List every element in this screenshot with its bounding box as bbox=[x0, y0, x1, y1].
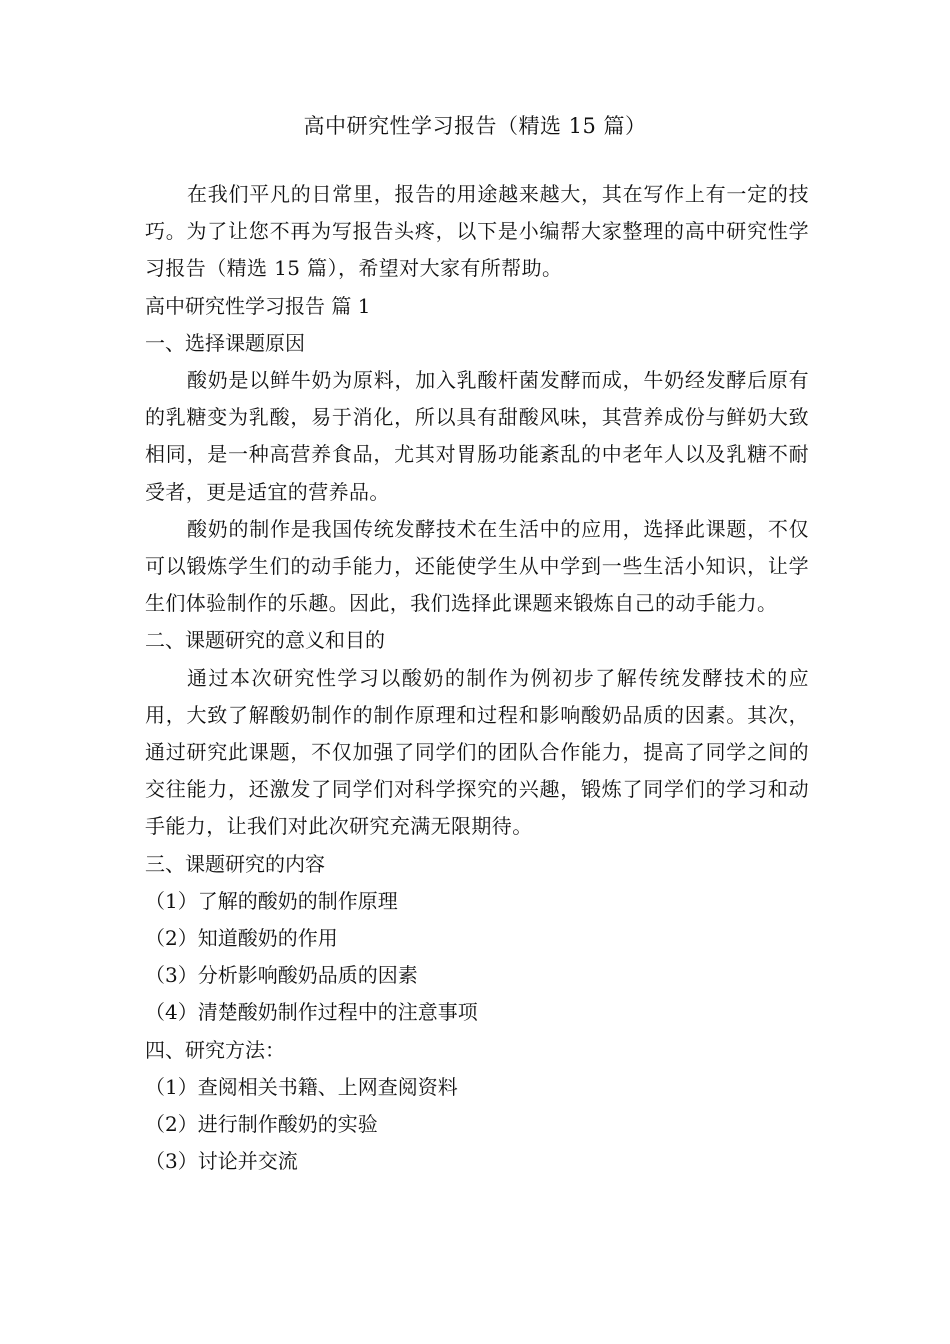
intro-paragraph: 在我们平凡的日常里，报告的用途越来越大，其在写作上有一定的技巧。为了让您不再为写报告头疼，以下是小编帮大家整理的高中研究性学习报告（精选 15 篇），希望对大家有所帮助。 bbox=[145, 182, 809, 281]
list-item: （4）清楚酸奶制作过程中的注意事项 bbox=[145, 1000, 478, 1025]
heading-research-methods: 四、研究方法： bbox=[145, 1037, 285, 1062]
paragraph-yogurt-intro: 酸奶是以鲜牛奶为原料，加入乳酸杆菌发酵而成，牛奶经发酵后原有的乳糖变为乳酸，易于消化，所以具有甜酸风味，其营养成份与鲜奶大致相同，是一种高营养食品，尤其对胃肠功能紊乱的中老年人以及乳糖不耐受者，更是适宜的营养品。 bbox=[145, 368, 809, 504]
paragraph-yogurt-making: 酸奶的制作是我国传统发酵技术在生活中的应用，选择此课题，不仅可以锻炼学生们的动手能力，还能使学生从中学到一些生活小知识，让学生们体验制作的乐趣。因此，我们选择此课题来锻炼自己的动手能力。 bbox=[145, 516, 809, 616]
heading-research-content: 三、课题研究的内容 bbox=[145, 851, 325, 876]
list-item: （3）分析影响酸奶品质的因素 bbox=[145, 963, 418, 988]
heading-significance: 二、课题研究的意义和目的 bbox=[145, 628, 385, 653]
list-item: （3）讨论并交流 bbox=[145, 1149, 298, 1174]
document-title: 高中研究性学习报告（精选 15 篇） bbox=[303, 114, 647, 138]
list-item: （2）知道酸奶的作用 bbox=[145, 926, 338, 951]
list-item: （1）了解的酸奶的制作原理 bbox=[145, 888, 398, 913]
list-item: （2）进行制作酸奶的实验 bbox=[145, 1112, 378, 1137]
document-body bbox=[145, 176, 809, 1180]
heading-topic-reason: 一、选择课题原因 bbox=[145, 330, 305, 355]
section-title: 高中研究性学习报告 篇 1 bbox=[145, 293, 371, 318]
list-item: （1）查阅相关书籍、上网查阅资料 bbox=[145, 1074, 458, 1099]
paragraph-significance: 通过本次研究性学习以酸奶的制作为例初步了解传统发酵技术的应用，大致了解酸奶制作的制作原理和过程和影响酸奶品质的因素。其次，通过研究此课题，不仅加强了同学们的团队合作能力，提高了同学之间的交往能力，还激发了同学们对科学探究的兴趣，锻炼了同学们的学习和动手能力，让我们对此次研究充满无限期待。 bbox=[145, 665, 809, 839]
